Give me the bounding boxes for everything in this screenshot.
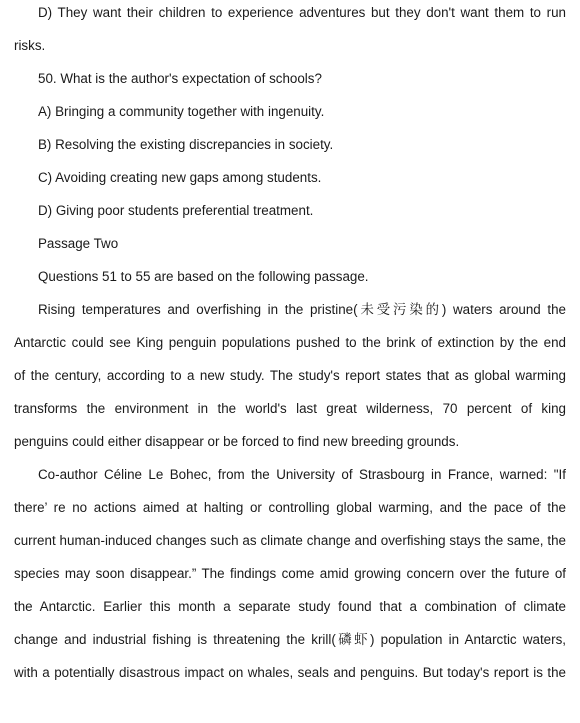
paragraph-2-line3: current human-induced changes such as climate change and overfishing stays the same, the bbox=[14, 533, 566, 548]
paragraph-2-line5: the Antarctic. Earlier this month a separate study found that a combination of climate bbox=[14, 599, 566, 614]
passage-heading: Passage Two bbox=[38, 236, 119, 251]
paragraph-2-line4: species may soon disappear.” The findings come amid growing concern over the future of bbox=[14, 566, 566, 581]
paragraph-2-line1: Co-author Céline Le Bohec, from the University of Strasbourg in France, warned: "If bbox=[38, 467, 566, 482]
question-50: 50. What is the author's expectation of schools? bbox=[38, 71, 322, 86]
option-b-q50: B) Resolving the existing discrepancies in society. bbox=[38, 137, 334, 152]
option-d-q50: D) Giving poor students preferential treatment. bbox=[38, 203, 314, 218]
paragraph-1-line3: of the century, according to a new study. The study's report states that as global warming bbox=[14, 368, 566, 383]
paragraph-1-line5: penguins could either disappear or be forced to find new breeding grounds. bbox=[14, 434, 460, 449]
option-d-q49-line2: risks. bbox=[14, 38, 46, 53]
paragraph-1-line4: transforms the environment in the world's last great wilderness, 70 percent of king bbox=[14, 401, 566, 416]
passage-instruction: Questions 51 to 55 are based on the following passage. bbox=[38, 269, 369, 284]
paragraph-2-line2: there’ re no actions aimed at halting or controlling global warming, and the pace of the bbox=[14, 500, 566, 515]
paragraph-1-line1: Rising temperatures and overfishing in the pristine(未受污染的) waters around the bbox=[38, 302, 566, 317]
paragraph-2-line7: with a potentially disastrous impact on whales, seals and penguins. But today's report is the bbox=[14, 665, 566, 680]
option-d-q49-line1: D) They want their children to experience adventures but they don't want them to run bbox=[38, 5, 566, 20]
option-a-q50: A) Bringing a community together with ingenuity. bbox=[38, 104, 325, 119]
paragraph-2-line6: change and industrial fishing is threatening the krill(磷虾) population in Antarctic waters, bbox=[14, 632, 566, 647]
paragraph-1-line2: Antarctic could see King penguin populations pushed to the brink of extinction by the end bbox=[14, 335, 566, 350]
option-c-q50: C) Avoiding creating new gaps among students. bbox=[38, 170, 322, 185]
